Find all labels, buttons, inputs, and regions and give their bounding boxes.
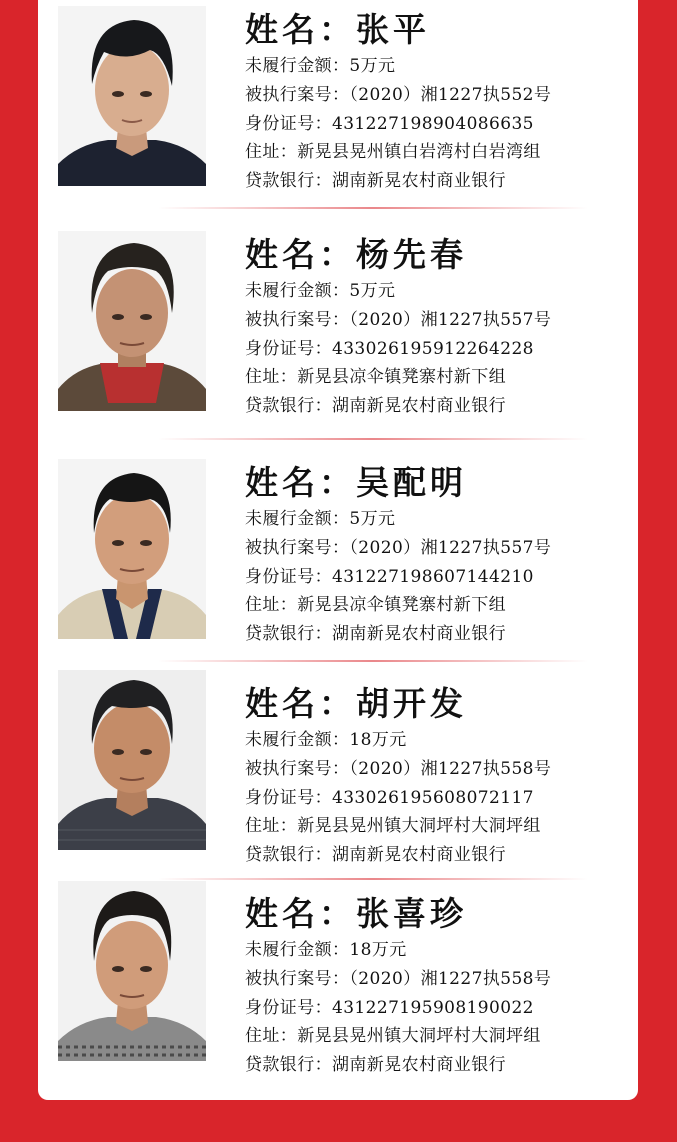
name-line	[245, 892, 635, 936]
bank-field	[245, 167, 635, 196]
person-photo	[58, 231, 206, 411]
case-value: （2020）湘1227执552号	[349, 84, 552, 105]
case-field	[245, 81, 635, 110]
person-photo	[58, 881, 206, 1061]
address-label: 住址：	[245, 595, 298, 616]
bank-label: 贷款银行：	[245, 845, 332, 866]
bank-value: 湖南新晃农村商业银行	[332, 1055, 506, 1076]
bank-field	[245, 841, 635, 870]
bank-value: 湖南新晃农村商业银行	[332, 396, 506, 417]
address-label: 住址：	[245, 816, 298, 837]
id-value: 433026195608072117	[332, 787, 534, 808]
case-label: 被执行案号：	[245, 84, 350, 105]
amount-value: 5万元	[349, 56, 396, 76]
case-field	[245, 306, 635, 335]
address-value: 新晃县凉伞镇凳寨村新下组	[297, 595, 507, 616]
person-info	[245, 8, 635, 196]
bank-field	[245, 1051, 635, 1080]
address-label: 住址：	[245, 142, 298, 163]
id-label: 身份证号：	[245, 113, 332, 134]
person-entry	[38, 461, 638, 661]
person-info	[245, 682, 635, 870]
bank-value: 湖南新晃农村商业银行	[332, 171, 506, 192]
amount-label: 未履行金额：	[245, 281, 350, 301]
address-label: 住址：	[245, 1026, 298, 1047]
divider	[158, 438, 588, 440]
address-value: 新晃县晃州镇大洞坪村大洞坪组	[297, 816, 541, 837]
case-field	[245, 965, 635, 994]
amount-field	[245, 505, 635, 534]
case-label: 被执行案号：	[245, 309, 350, 330]
amount-field	[245, 277, 635, 306]
person-info	[245, 461, 635, 649]
person-name: 张平	[356, 10, 430, 49]
id-label: 身份证号：	[245, 997, 332, 1018]
address-label: 住址：	[245, 367, 298, 388]
amount-label: 未履行金额：	[245, 940, 350, 960]
person-entry	[38, 892, 638, 1092]
address-field	[245, 591, 635, 620]
amount-label: 未履行金额：	[245, 56, 350, 76]
divider	[158, 207, 588, 209]
case-label: 被执行案号：	[245, 758, 350, 779]
id-value: 431227198607144210	[332, 566, 534, 587]
address-value: 新晃县晃州镇大洞坪村大洞坪组	[297, 1026, 541, 1047]
id-field	[245, 110, 635, 139]
person-info	[245, 892, 635, 1080]
id-label: 身份证号：	[245, 566, 332, 587]
bank-label: 贷款银行：	[245, 396, 332, 417]
bank-label: 贷款银行：	[245, 171, 332, 192]
amount-label: 未履行金额：	[245, 509, 350, 529]
bank-value: 湖南新晃农村商业银行	[332, 845, 506, 866]
name-label: 姓名：	[245, 684, 356, 723]
notice-card	[38, 0, 638, 1100]
amount-field	[245, 726, 635, 755]
address-field	[245, 1022, 635, 1051]
person-photo	[58, 459, 206, 639]
case-field	[245, 755, 635, 784]
amount-field	[245, 52, 635, 81]
case-field	[245, 534, 635, 563]
amount-field	[245, 936, 635, 965]
case-label: 被执行案号：	[245, 968, 350, 989]
case-value: （2020）湘1227执558号	[349, 968, 552, 989]
person-name: 胡开发	[356, 684, 467, 723]
amount-value: 18万元	[349, 940, 407, 960]
person-entry	[38, 682, 638, 882]
person-entry	[38, 8, 638, 208]
address-field	[245, 138, 635, 167]
person-info	[245, 233, 635, 421]
address-field	[245, 363, 635, 392]
name-label: 姓名：	[245, 235, 356, 274]
amount-value: 5万元	[349, 509, 396, 529]
name-label: 姓名：	[245, 894, 356, 933]
id-field	[245, 563, 635, 592]
address-value: 新晃县凉伞镇凳寨村新下组	[297, 367, 507, 388]
person-photo	[58, 670, 206, 850]
divider	[158, 878, 588, 880]
case-label: 被执行案号：	[245, 537, 350, 558]
bank-label: 贷款银行：	[245, 1055, 332, 1076]
amount-label: 未履行金额：	[245, 730, 350, 750]
person-photo	[58, 6, 206, 186]
name-label: 姓名：	[245, 10, 356, 49]
case-value: （2020）湘1227执557号	[349, 309, 552, 330]
name-line	[245, 8, 635, 52]
id-field	[245, 335, 635, 364]
divider	[158, 660, 588, 662]
address-value: 新晃县晃州镇白岩湾村白岩湾组	[297, 142, 541, 163]
amount-value: 18万元	[349, 730, 407, 750]
name-line	[245, 682, 635, 726]
name-line	[245, 461, 635, 505]
person-name: 张喜珍	[356, 894, 467, 933]
person-name: 吴配明	[356, 463, 467, 502]
amount-value: 5万元	[349, 281, 396, 301]
id-label: 身份证号：	[245, 787, 332, 808]
bank-label: 贷款银行：	[245, 624, 332, 645]
id-field	[245, 784, 635, 813]
bank-value: 湖南新晃农村商业银行	[332, 624, 506, 645]
case-value: （2020）湘1227执557号	[349, 537, 552, 558]
id-field	[245, 994, 635, 1023]
id-label: 身份证号：	[245, 338, 332, 359]
id-value: 433026195912264228	[332, 338, 534, 359]
id-value: 431227195908190022	[332, 997, 534, 1018]
person-entry	[38, 233, 638, 433]
address-field	[245, 812, 635, 841]
bank-field	[245, 392, 635, 421]
person-name: 杨先春	[356, 235, 467, 274]
id-value: 431227198904086635	[332, 113, 534, 134]
name-label: 姓名：	[245, 463, 356, 502]
case-value: （2020）湘1227执558号	[349, 758, 552, 779]
name-line	[245, 233, 635, 277]
bank-field	[245, 620, 635, 649]
